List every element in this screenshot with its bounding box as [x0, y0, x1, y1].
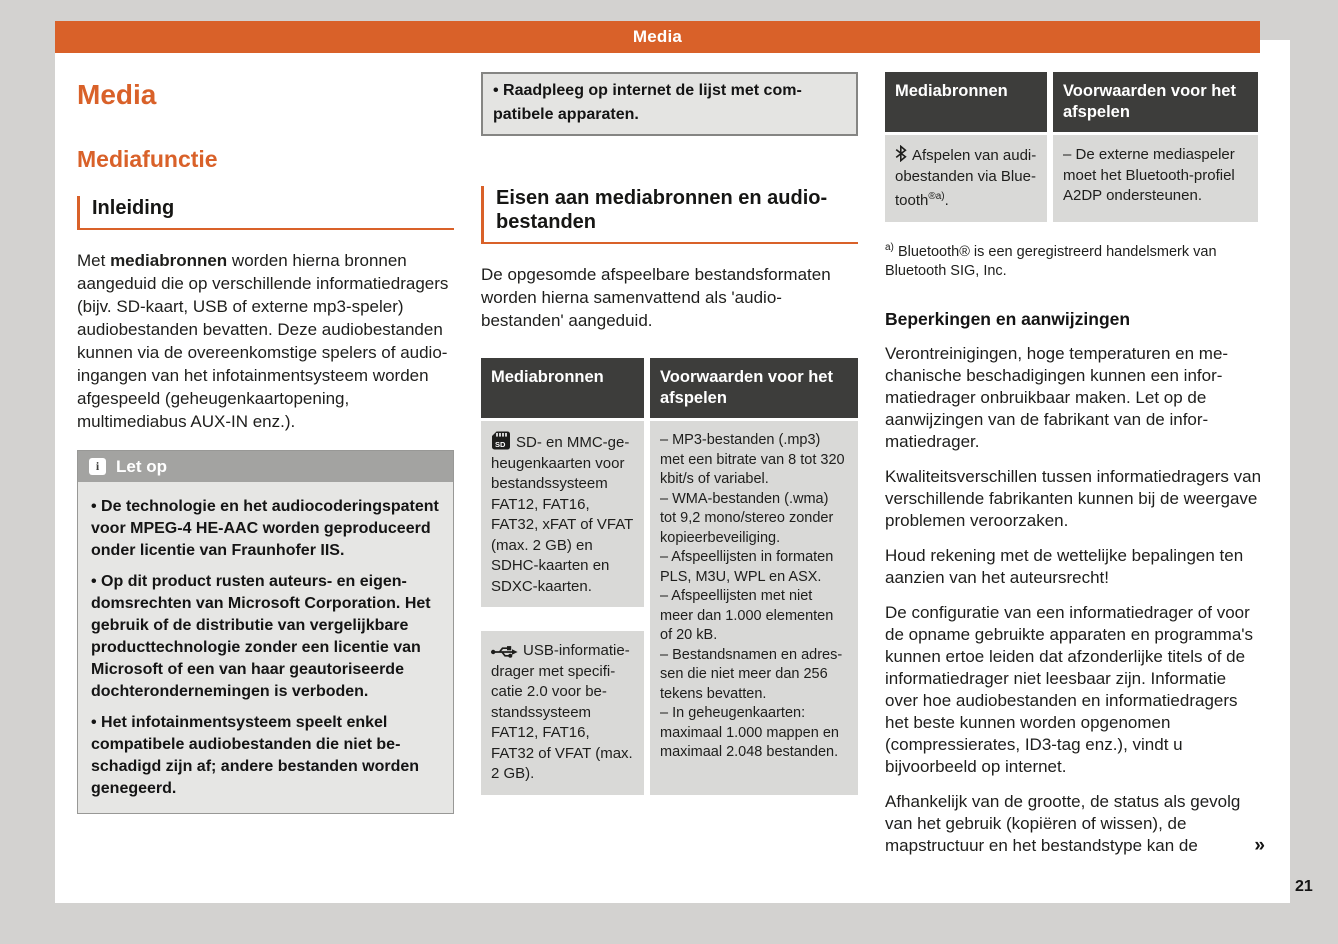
middle-column — [481, 72, 858, 857]
condition-item: – MP3-bestanden (.mp3) met een bitrate van 8 tot 320 kbit/s of variabel. — [660, 432, 845, 487]
bluetooth-table — [885, 72, 1262, 222]
section-title-mediafunctie: Mediafunctie — [77, 146, 218, 172]
chapter-title: Media — [632, 27, 683, 46]
bluetooth-footnote — [885, 238, 1262, 282]
sd-source-text: SD- en MMC-geheugenkaarten voor bestandssysteem FAT12, FAT16, FAT32, xFAT of VFAT (max. 2 GB) en SDHC-kaarten en SDXC-kaarten. — [491, 434, 633, 595]
table-header-voorwaarden: Voorwaarden voor het afspelen — [1053, 72, 1258, 132]
letop-note-box — [77, 450, 454, 814]
right-column — [885, 72, 1262, 857]
table-cell-conditions — [650, 421, 858, 795]
page-content — [77, 72, 1262, 857]
intro-paragraph — [77, 249, 454, 433]
internet-tip-box: • Raadpleeg op internet de lijst met compatibele apparaten. — [481, 72, 858, 136]
heading-eisen: Eisen aan mediabronnen en audiobestanden — [481, 186, 858, 244]
condition-item: – Afspeellijsten in formaten PLS, M3U, WPL en ASX. — [660, 549, 834, 585]
bluetooth-footnote-ref: ®a) — [928, 191, 945, 202]
letop-header — [78, 451, 453, 482]
heading-inleiding: Inleiding — [77, 196, 454, 230]
table-cell-bluetooth — [885, 135, 1047, 222]
sd-card-icon — [491, 431, 511, 450]
usb-icon — [491, 645, 518, 658]
letop-body — [78, 482, 453, 813]
letop-item: • Het infotainmentsysteem speelt enkel compatibele audiobestanden die niet beschadigd zijn af; andere bestanden worden genegeerd. — [91, 714, 420, 797]
eisen-paragraph: De opgesomde afspeelbare bestandsformaten worden hierna samenvattend als 'audiobestanden' aangeduid. — [481, 265, 831, 330]
table-header-voorwaarden: Voorwaarden voor het afspelen — [650, 358, 858, 418]
chapter-header-bar — [55, 21, 1260, 53]
letop-item: • De technologie en het audiocoderingspatent voor MPEG-4 HE-AAC worden geproduceerd onder licentie van Fraunhofer IIS. — [91, 498, 439, 559]
info-icon: i — [89, 458, 106, 475]
restrictions-paragraph — [885, 791, 1262, 857]
page-number: 21 — [1295, 878, 1313, 895]
footnote-text: Bluetooth® is een geregistreerd handelsmerk van Bluetooth SIG, Inc. — [885, 243, 1217, 279]
condition-item: – Afspeellijsten met niet meer dan 1.000 elementen of 20 kB. — [660, 588, 834, 643]
condition-item: – Bestandsnamen en adressen die niet meer dan 256 tekens bevatten. — [660, 646, 843, 702]
table-header-mediabronnen: Mediabronnen — [481, 358, 644, 418]
restrictions-paragraph: De configuratie van een informatiedrager of voor de opname gebruikte apparaten en programma's kunnen ertoe leiden dat afzonderlijke titels of de informatiedrager niet leesbaar zijn. Informatie over hoe audiobestanden en informatiedragers het beste kunnen worden opgenomen (compressierates, ID3-tag enz.), vindt u bijvoorbeeld op internet. — [885, 603, 1254, 777]
usb-source-text: USB-informatiedrager met specificatie 2.0 voor bestandssysteem FAT12, FAT16, FAT32 of VFAT (max. 2 GB). — [491, 642, 633, 782]
bluetooth-source-text: Afspelen van audiobestanden via Bluetooth — [895, 147, 1037, 209]
intro-lead: Met — [77, 251, 111, 270]
media-sources-table — [481, 358, 858, 795]
letop-title: Let op — [116, 456, 167, 476]
restrictions-paragraph: Kwaliteitsverschillen tussen informatiedragers van verschillende fabrikanten kunnen bij de weergave problemen veroorzaken. — [885, 467, 1262, 531]
continuation-mark: » — [1254, 835, 1264, 857]
page-title: Media — [77, 79, 157, 110]
heading-beperkingen: Beperkingen en aanwijzingen — [885, 309, 1131, 330]
table-source-cells — [481, 421, 644, 795]
letop-item: • Op dit product rusten auteurs- en eigendomsrechten van Microsoft Corporation. Het gebruik of de distributie van vergelijkbare producttechnologie zonder een licentie van Microsoft of een van haar geautoriseerde dochterondernemingen is verboden. — [91, 573, 431, 700]
condition-item: – In geheugenkaarten: maximaal 1.000 mappen en maximaal 2.048 bestanden. — [660, 705, 839, 760]
intro-bold-term: mediabronnen — [110, 251, 228, 270]
left-column — [77, 72, 454, 857]
table-cell-a2dp-condition: – De externe mediaspeler moet het Bluetooth-profiel A2DP ondersteunen. — [1053, 135, 1258, 222]
intro-rest: worden hierna bronnen aangeduid die op verschillende informatiedragers (bijv. SD-kaart, USB of externe mp3-speler) audiobestanden bevatten. Deze audiobestanden kunnen via de overeenkomstige spelers of audio-ingangen van het infotainmentsysteem worden afgespeeld (geheugenkaartopening, multimediabus AUX-IN enz.). — [77, 251, 449, 431]
restrictions-paragraph: Verontreinigingen, hoge temperaturen en mechanische beschadigingen kunnen een informatiedrager onbruikbaar maken. Let op de aanwijzingen van de fabrikant van de informatiedrager. — [885, 344, 1229, 452]
period: . — [944, 192, 949, 209]
table-cell-sd-mmc — [481, 421, 644, 607]
footnote-marker: a) — [885, 241, 894, 253]
bluetooth-icon — [895, 145, 907, 162]
table-cell-usb — [481, 631, 644, 795]
restrictions-paragraph: Houd rekening met de wettelijke bepalingen ten aanzien van het auteursrecht! — [885, 546, 1244, 588]
condition-item: – WMA-bestanden (.wma) tot 9,2 mono/stereo zonder kopieerbeveiliging. — [660, 490, 834, 546]
restrictions-paragraph-text: Afhankelijk van de grootte, de status als gevolg van het gebruik (kopiëren of wissen), de mapstructuur en het bestandstype kan de — [885, 792, 1241, 856]
svg-text:SD: SD — [495, 439, 506, 449]
table-header-mediabronnen: Mediabronnen — [885, 72, 1047, 132]
